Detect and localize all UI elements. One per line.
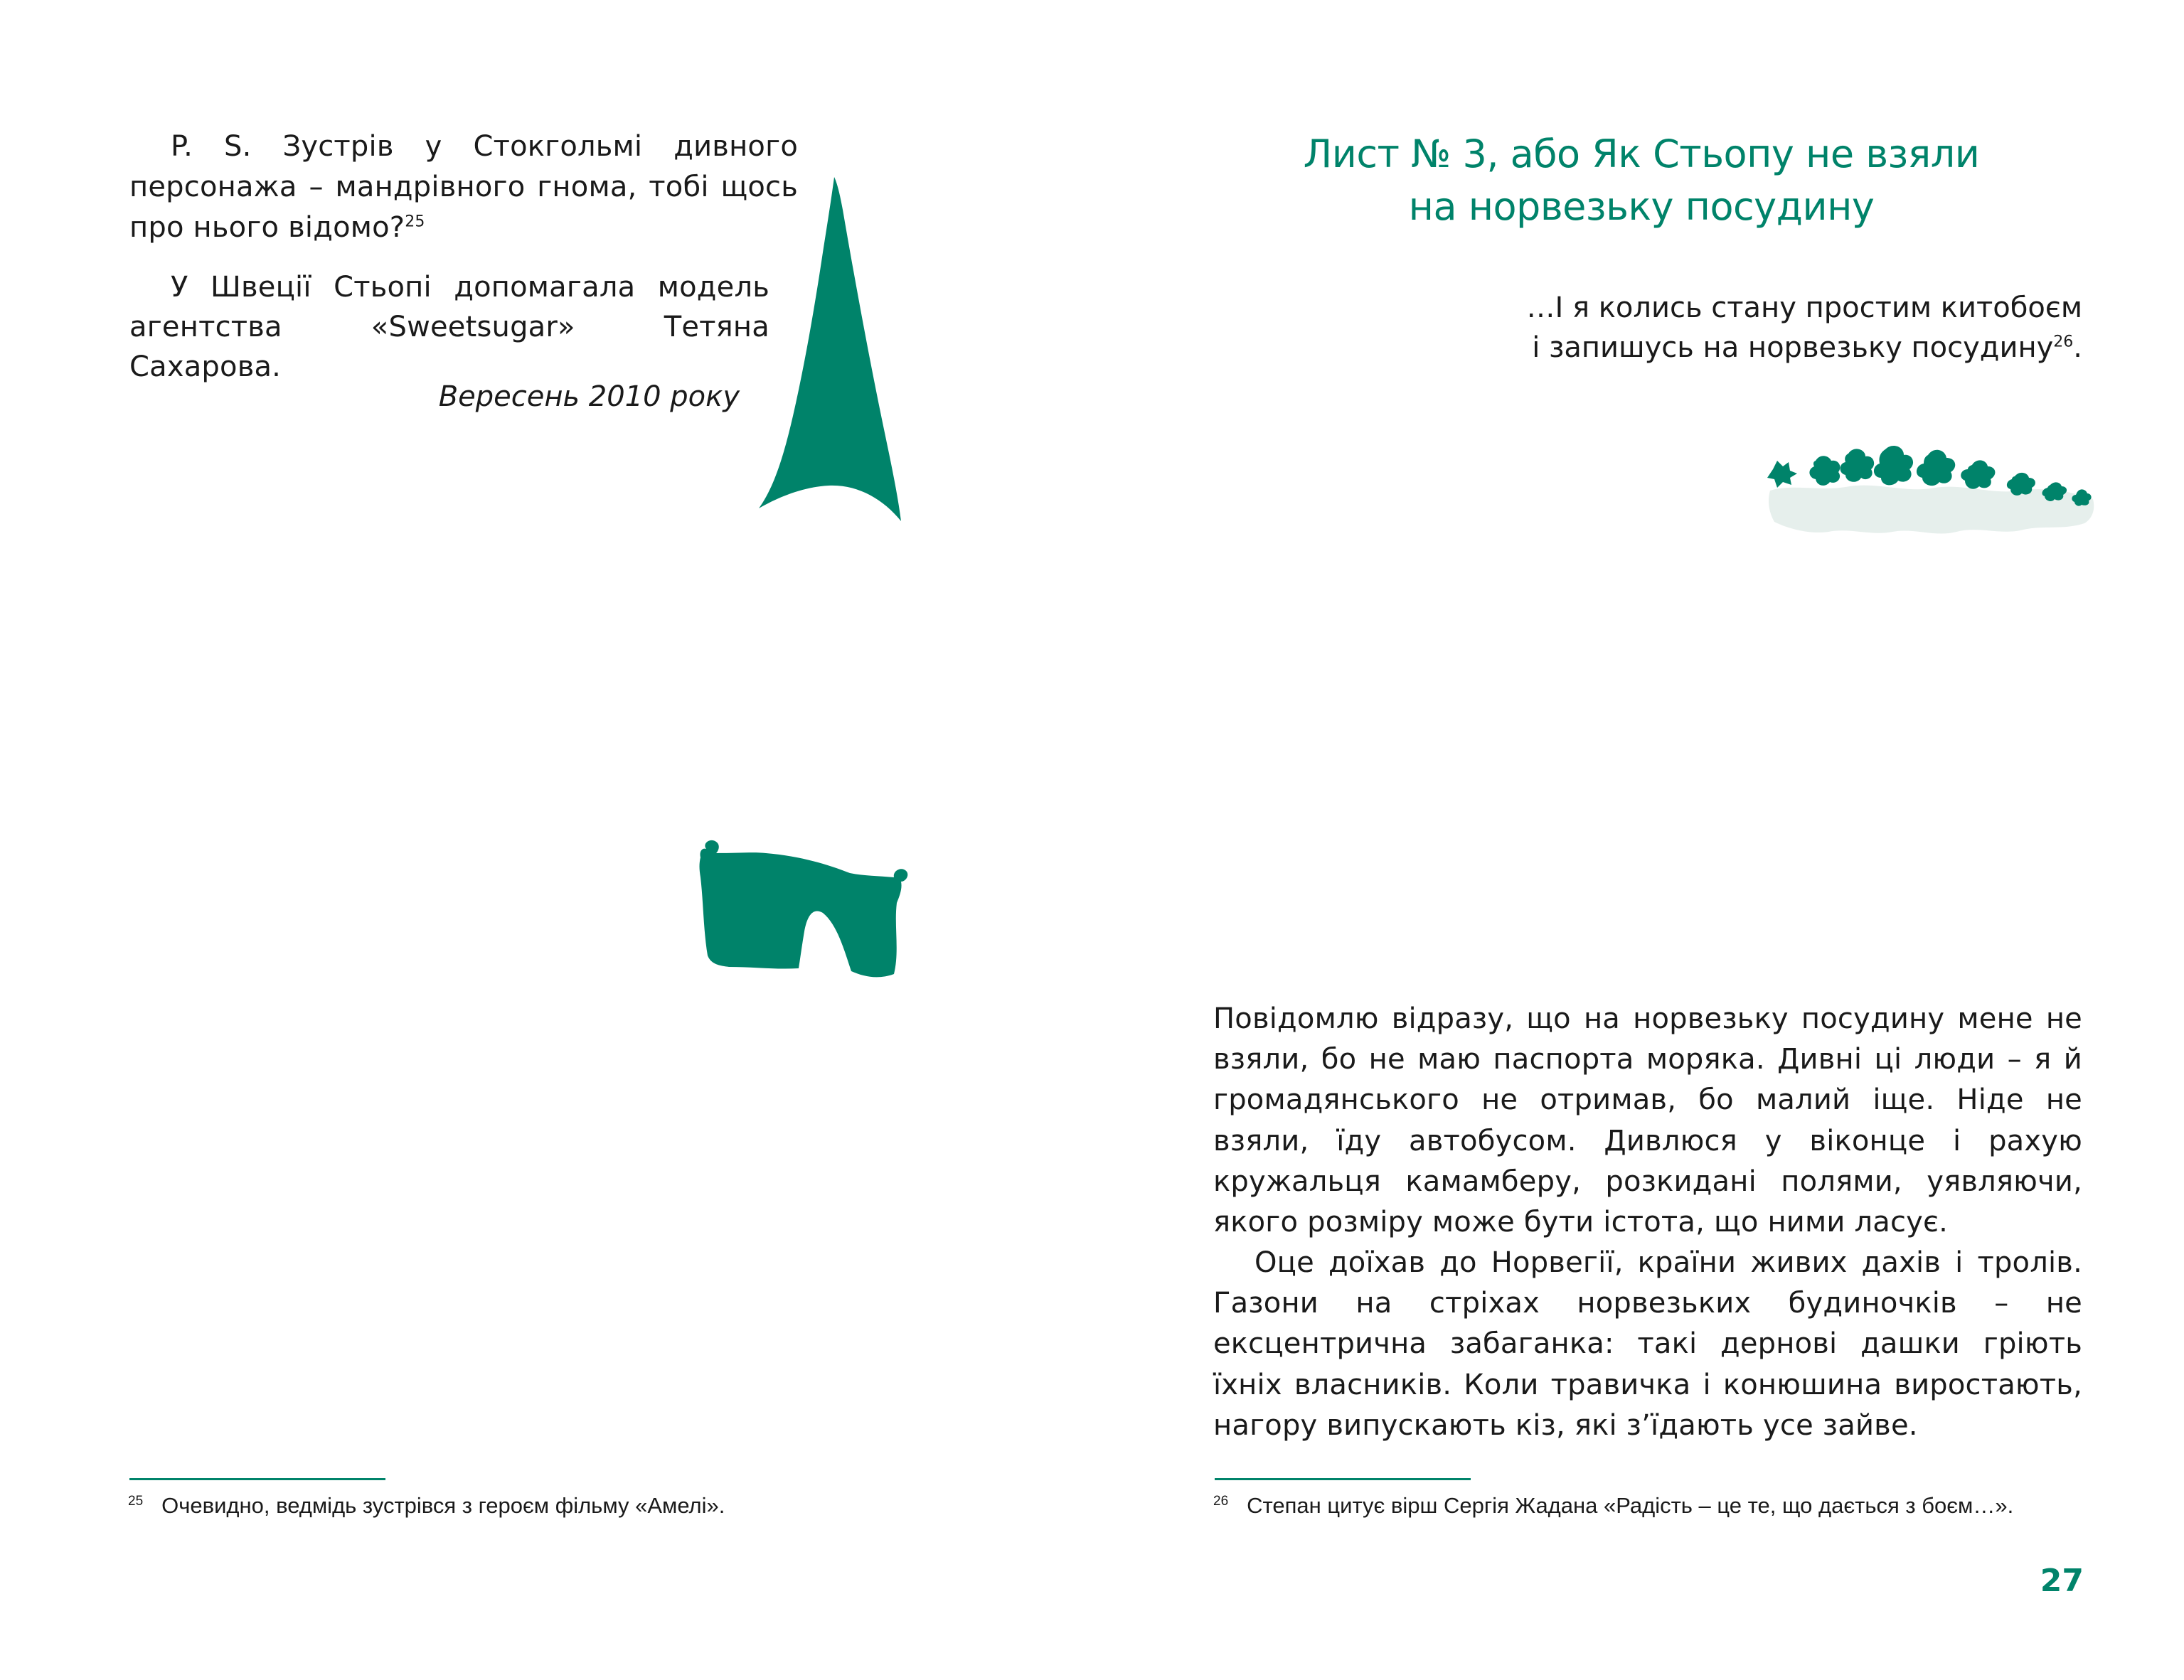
gnome-hat-shape [759,177,901,521]
right-page [1092,0,2184,1680]
ps-paragraph-text: P. S. Зустрів у Стокгольмі дивного персонажа – мандрівного гнома, тобі щось про нього відомо? [129,130,798,244]
footnote-rule [129,1478,385,1480]
footnote-26 [1213,1492,2013,1520]
footnote-text: Степан цитує вірш Сергія Жадана «Радість – це те, що дається з боєм…». [1247,1493,2014,1518]
footnote-number: 25 [128,1493,144,1509]
letter-date: Вересень 2010 року [438,380,740,413]
gnome-shorts-shape [700,840,908,977]
epigraph: …І я колись стану простим китобоєм і запишусь на норвезьку посудину$^{26}$. [1526,291,2082,364]
chapter-title-line-1: Лист № 3, або Як Стьопу не взяли [1303,132,1980,176]
footnote-rule [1215,1478,1471,1480]
help-paragraph: У Швеції Стьопі допомагала модель агентства «Sweetsugar» Тетяна Сахарова. [129,271,769,383]
footnote-ref-26[interactable]: 26 [2053,333,2074,351]
chapter-title-line-2: на норвезьку посудину [1408,184,1875,229]
epigraph-line-1: …І я колись стану простим китобоєм [1526,291,2082,324]
body-paragraph-1: Повідомлю відразу, що на норвезьку посудину мене не взяли, бо не маю паспорта моряка. Дивні ці люди – я й громадянського не отримав, бо малий іще. Ніде не взяли, їду автобусом. Дивлюся у віконце і рахую кружальця камамберу, розкидані полями, уявляючи, якого розміру може бути істота, що ними ласує. [1213,1002,2082,1239]
epigraph-line-2: і запишусь на норвезьку посудину [1532,331,2054,364]
page-number: 27 [2040,1563,2084,1599]
body-paragraph-2: Оце доїхав до Норвегії, країни живих дахів і тролів. Газони на стріхах норвезьких будиночків – не ексцентрична забаганка: такі дернові дашки гріють їхніх власників. Коли травичка і конюшина виростають, нагору випускають кіз, які з’їдають усе зайве. [1213,1246,2082,1442]
gnome-shorts-illustration [686,838,928,980]
footnote-number: 26 [1213,1493,1229,1509]
ps-paragraph [129,127,798,248]
footnote-ref-25[interactable]: 25 [405,213,425,231]
chapter-title [1286,128,1997,233]
footnote-text: Очевидно, ведмідь зустрівся з героєм фільму «Амелі». [161,1493,725,1518]
footnote-25 [128,1492,725,1520]
gnome-hat-illustration [743,174,914,530]
grass-roof-illustration [1764,434,2099,555]
